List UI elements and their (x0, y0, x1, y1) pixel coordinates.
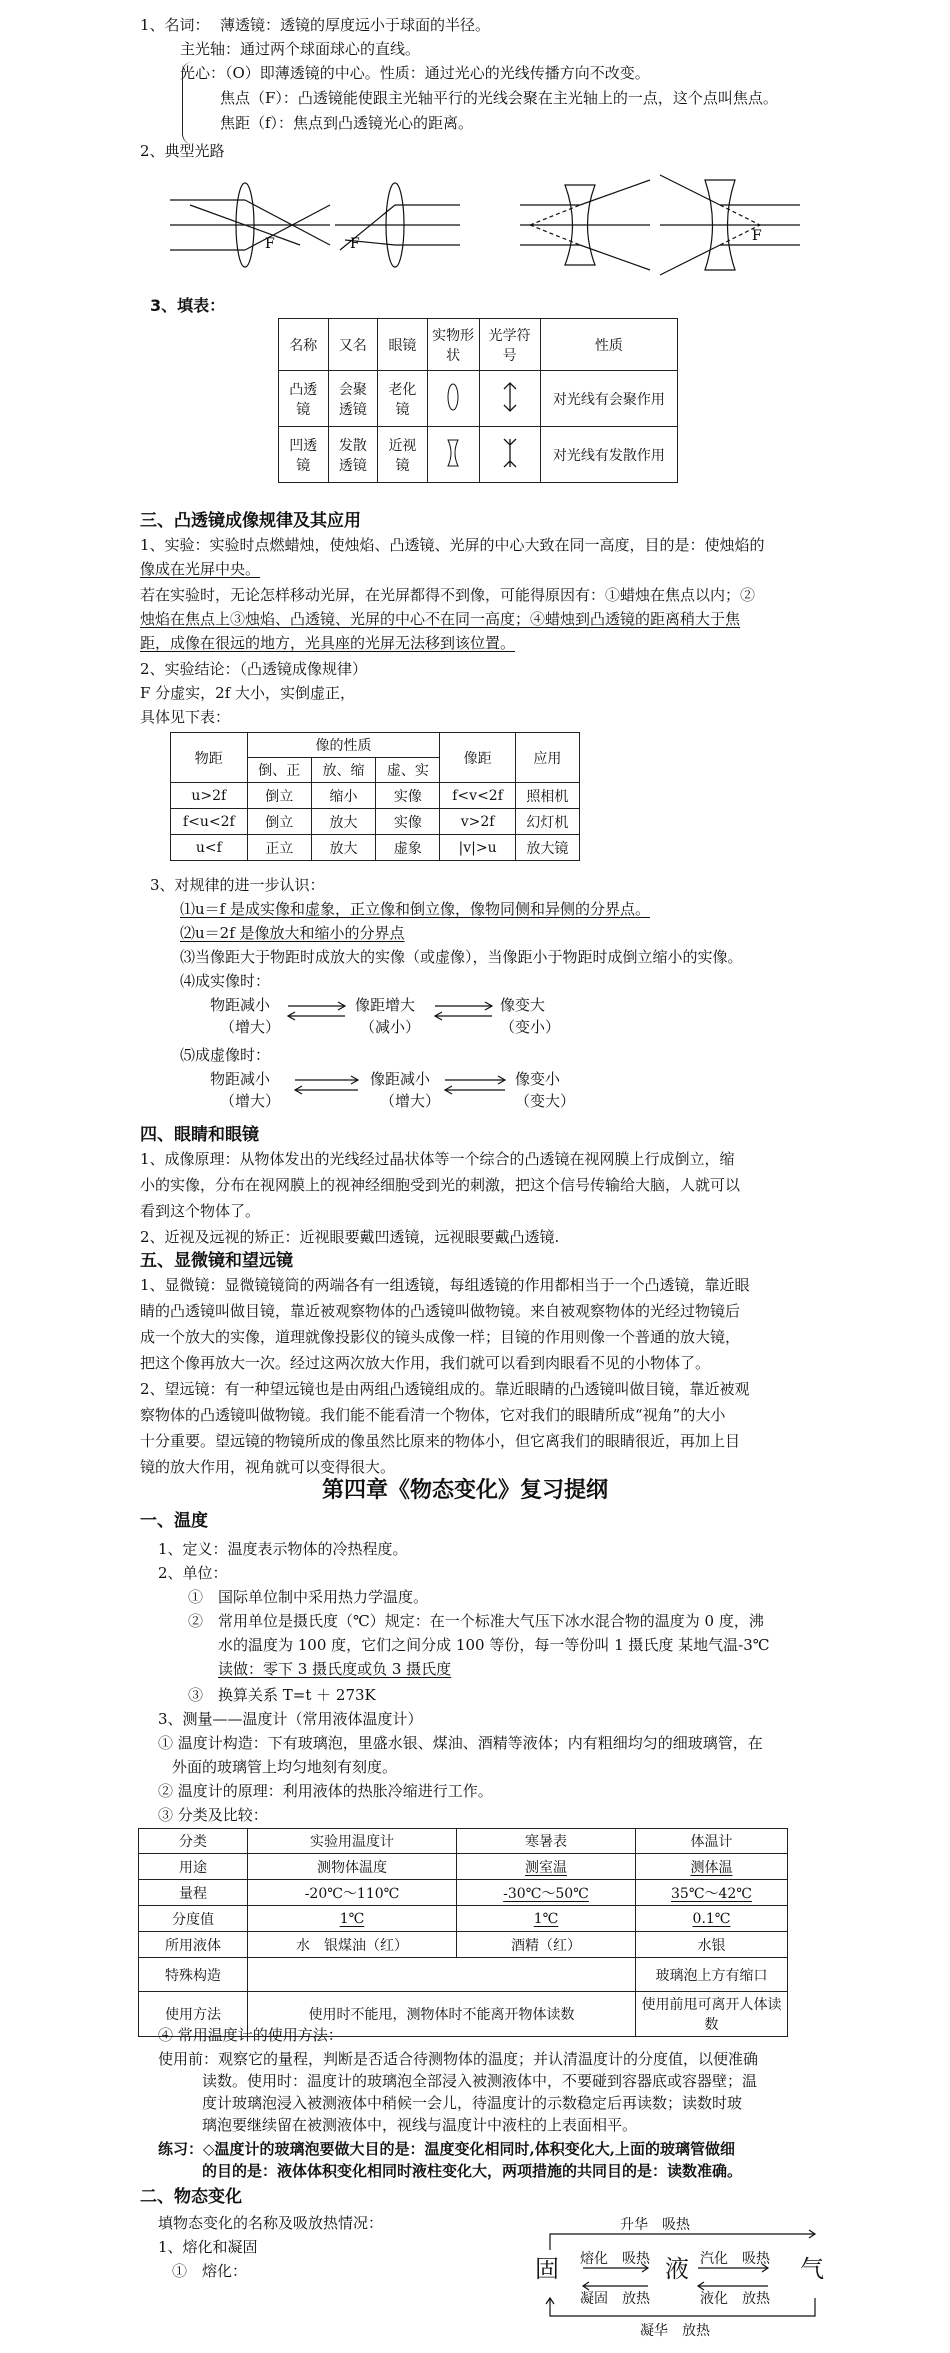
rule-5a: 物距减小 (210, 1070, 271, 1088)
convex-symbol-icon (500, 380, 520, 414)
measure-3: ③ 分类及比较： (158, 1806, 268, 1824)
it-cell: 放大 (311, 835, 375, 861)
sec5-title: 五、显微镜和望远镜 (140, 1251, 293, 1271)
sec4-p1c: 看到这个物体了。 (140, 1202, 261, 1220)
lens-cell: 凹透镜 (279, 427, 329, 483)
thermometer-table (138, 1828, 788, 2037)
rule-1: ⑴u＝f 是成实像和虚象，正立像和倒立像，像物同侧和异侧的分界点。 (180, 900, 650, 918)
it-cell: |v|>u (440, 835, 515, 861)
tt-cell: 水 银煤油（红） (248, 1932, 457, 1958)
usage-p1d: 璃泡要继续留在被测液体中，视线与温度计中液柱的上表面相平。 (202, 2116, 638, 2134)
it-cell: 倒立 (247, 783, 311, 809)
concave-symbol-cell (479, 427, 540, 483)
sec3-p3: 2、实验结论：（凸透镜成像规律） (140, 660, 368, 678)
lens-th-shape: 实物形状 (427, 319, 479, 371)
it-sub: 放、缩 (311, 758, 375, 783)
usage-p1: 使用前：观察它的量程，判断是否适合待测物体的温度；并认清温度计的分度值，以便准确 (158, 2050, 759, 2068)
sec5-p2: 2、望远镜：有一种望远镜也是由两组凸透镜组成的。靠近眼睛的凸透镜叫做目镜，靠近被观 (140, 1380, 750, 1398)
it-h-nature: 像的性质 (247, 733, 440, 758)
it-cell: u<f (171, 835, 248, 861)
it-sub: 虚、实 (376, 758, 440, 783)
it-cell: 缩小 (311, 783, 375, 809)
measure-title: 3、测量——温度计（常用液体温度计） (158, 1710, 423, 1728)
it-cell: 照相机 (515, 783, 579, 809)
exercise-line-b: 的目的是：液体体积变化相同时液柱变化大，两项措施的共同目的是：读数准确。 (202, 2162, 743, 2180)
sec5-p1c: 成一个放大的实像，道理就像投影仪的镜头成像一样；目镜的作用则像一个普通的放大镜， (140, 1328, 741, 1346)
tt-cell: 玻璃泡上方有缩口 (636, 1958, 788, 1992)
sec3-p2: 若在实验时，无论怎样移动光屏，在光屏都得不到像，可能得原因有：①蜡烛在焦点以内；② (140, 586, 756, 604)
tt-cell: 0.1℃ (636, 1906, 788, 1932)
tt-cell: 1℃ (248, 1906, 457, 1932)
concave-symbol-icon (500, 436, 520, 470)
lens-cell: 近视镜 (378, 427, 428, 483)
typical-path-label: 2、典型光路 (140, 142, 225, 160)
tt-cell: 分度值 (139, 1906, 248, 1932)
rules-title: 3、对规律的进一步认识： (150, 876, 325, 894)
sec3-p1b: 像成在光屏中央。 (140, 560, 261, 578)
lens-th-symbol: 光学符号 (479, 319, 540, 371)
measure-2: ② 温度计的原理：利用液体的热胀冷缩进行工作。 (158, 1782, 493, 1800)
it-cell: 幻灯机 (515, 809, 579, 835)
rule-4c: 像变大 (500, 996, 546, 1014)
rule-5b2: （增大） (380, 1092, 441, 1110)
lens-th-property: 性质 (540, 319, 677, 371)
sec3-p2c: 距，成像在很远的地方，光具座的光屏无法移到该位置。 (140, 634, 516, 652)
phase-p2: 1、熔化和凝固 (158, 2238, 258, 2256)
sec4-p1b: 小的实像，分布在视网膜上的视神经细胞受到光的刺激，把这个信号传输给大脑，人就可以 (140, 1176, 741, 1194)
tt-h: 体温计 (636, 1829, 788, 1854)
it-cell: 放大镜 (515, 835, 579, 861)
rule-4c2: （变小） (500, 1018, 561, 1036)
it-cell: 倒立 (247, 809, 311, 835)
it-cell: f<u<2f (171, 809, 248, 835)
sec3-p2b: 烛焰在焦点上③烛焰、凸透镜、光屏的中心不在同一高度；④蜡烛到凸透镜的距离稍大于焦 (140, 610, 741, 628)
rule-5c2: （变大） (515, 1092, 576, 1110)
sec5-p1: 1、显微镜：显微镜镜筒的两端各有一组透镜，每组透镜的作用都相当于一个凸透镜，靠近眼 (140, 1276, 750, 1294)
vapor-label: 汽化 吸热 (700, 2251, 770, 2267)
focus-label-3: F (752, 228, 762, 244)
unit-1: ① 国际单位制中采用热力学温度。 (188, 1588, 429, 1606)
usage-title: ④ 常用温度计的使用方法： (158, 2026, 343, 2044)
tt-cell: 特殊构造 (139, 1958, 248, 1992)
lens-th-glasses: 眼镜 (378, 319, 428, 371)
sec5-p1b: 睛的凸透镜叫做目镜，靠近被观察物体的凸透镜叫做物镜。来自被观察物体的光经过物镜后 (140, 1302, 741, 1320)
concave-shape-icon (446, 438, 460, 468)
ray-diagrams (0, 170, 950, 280)
tt-cell: 测物体温度 (248, 1854, 457, 1880)
tt-cell: 1℃ (457, 1906, 636, 1932)
it-h-application: 应用 (515, 733, 579, 783)
rule-3: ⑶当像距大于物距时成放大的实像（或虚像），当像距小于物距时成倒立缩小的实像。 (180, 948, 743, 966)
focus-def: 焦点（F）：凸透镜能使跟主光轴平行的光线会聚在主光轴上的一点，这个点叫焦点。 (220, 89, 778, 107)
sec5-p2c: 十分重要。望远镜的物镜所成的像虽然比原来的物体小，但它离我们的眼睛很近，再加上目 (140, 1432, 741, 1450)
sec5-p1d: 把这个像再放大一次。经过这两次放大作用，我们就可以看到肉眼看不见的小物体了。 (140, 1354, 711, 1372)
main-axis-def: 主光轴：通过两个球面球心的直线。 (180, 40, 421, 58)
tt-cell: 使用时不能甩，测物体时不能离开物体读数 (248, 1992, 636, 2037)
optical-center-def: 光心：（O）即薄透镜的中心。性质：通过光心的光线传播方向不改变。 (180, 64, 650, 82)
measure-1: ① 温度计构造：下有玻璃泡，里盛水银、煤油、酒精等液体；内有粗细均匀的细玻璃管，在 (158, 1734, 763, 1752)
convex-shape-icon (446, 382, 460, 412)
rule-5c: 像变小 (515, 1070, 561, 1088)
temp-title: 一、温度 (140, 1511, 208, 1531)
sec5-p2d: 镜的放大作用，视角就可以变得很大。 (140, 1458, 396, 1476)
rule-4a2: （增大） (220, 1018, 281, 1036)
lens-th-alias: 又名 (328, 319, 378, 371)
phase-p1: 填物态变化的名称及吸放热情况： (158, 2214, 384, 2232)
sec4-p2: 2、近视及远视的矫正：近视眼要戴凹透镜，远视眼要戴凸透镜. (140, 1228, 560, 1246)
sec3-p4: F 分虚实，2f 大小，实倒虚正， (140, 684, 356, 702)
rule-4b2: （减小） (360, 1018, 421, 1036)
phase-title: 二、物态变化 (140, 2187, 242, 2207)
focus-label-1: F (265, 236, 275, 252)
sec5-p2b: 察物体的凸透镜叫做物镜。我们能不能看清一个物体，它对我们的眼睛所成“视角”的大小 (140, 1406, 726, 1424)
convex-symbol-cell (479, 371, 540, 427)
lens-cell: 对光线有会聚作用 (540, 371, 677, 427)
it-cell: f<v<2f (440, 783, 515, 809)
thin-lens-def: 薄透镜：透镜的厚度远小于球面的半径。 (220, 16, 491, 34)
tt-cell: -20℃～110℃ (248, 1880, 457, 1906)
concave-shape-cell (427, 427, 479, 483)
lens-cell: 凸透镜 (279, 371, 329, 427)
lens-cell: 老化镜 (378, 371, 428, 427)
exercise-line: 练习：◇温度计的玻璃泡要做大目的是：温度变化相同时,体积变化大,上面的玻璃管做细 (158, 2140, 735, 2158)
melt-label: 熔化 吸热 (580, 2251, 650, 2267)
tt-cell: 测室温 (457, 1854, 636, 1880)
rule-5b: 像距减小 (370, 1070, 431, 1088)
tt-cell: -30℃～50℃ (457, 1880, 636, 1906)
it-h-distance: 物距 (171, 733, 248, 783)
sec3-p1: 1、实验：实验时点燃蜡烛，使烛焰、凸透镜、光屏的中心大致在同一高度，目的是：使烛焰的 (140, 536, 765, 554)
tt-cell: 测体温 (636, 1854, 788, 1880)
convex-shape-cell (427, 371, 479, 427)
tt-h: 实验用温度计 (248, 1829, 457, 1854)
image-rule-table (170, 732, 580, 861)
it-cell: 虚象 (376, 835, 440, 861)
lens-table (278, 318, 678, 483)
tt-h: 寒暑表 (457, 1829, 636, 1854)
chapter-title: 第四章《物态变化》复习提纲 (322, 1478, 609, 1503)
unit-3: ③ 换算关系 T=t ＋ 273K (188, 1686, 376, 1704)
sec4-p1: 1、成像原理：从物体发出的光线经过晶状体等一个综合的凸透镜在视网膜上行成倒立，缩 (140, 1150, 735, 1168)
sublimation-label: 升华 吸热 (620, 2217, 690, 2233)
sec4-title: 四、眼睛和眼镜 (140, 1125, 259, 1145)
lens-th-name: 名称 (279, 319, 329, 371)
unit-2: ② 常用单位是摄氏度（℃）规定：在一个标准大气压下冰水混合物的温度为 0 度，沸 (188, 1612, 764, 1630)
usage-p1c: 度计玻璃泡浸入被测液体中稍候一会儿，待温度计的示数稳定后再读数；读数时玻 (202, 2094, 743, 2112)
it-cell: 放大 (311, 809, 375, 835)
gas-label: 气 (800, 2255, 824, 2283)
lens-cell: 会聚透镜 (328, 371, 378, 427)
tt-h: 分类 (139, 1829, 248, 1854)
rule-4: ⑷成实像时： (180, 972, 271, 990)
tt-cell: 量程 (139, 1880, 248, 1906)
rule-4a: 物距减小 (210, 996, 271, 1014)
rule-arrows (0, 996, 950, 1116)
focus-label-2: F (350, 236, 360, 252)
phase-p3: ① 熔化： (172, 2262, 248, 2280)
tt-cell (248, 1958, 636, 1992)
tt-cell: 所用液体 (139, 1932, 248, 1958)
usage-p1b: 读数。使用时：温度计的玻璃泡全部浸入被测液体中，不要碰到容器底或容器壁；温 (202, 2072, 758, 2090)
tt-cell: 使用前甩可离开人体读数 (636, 1992, 788, 2037)
tt-cell: 使用方法 (139, 1992, 248, 2037)
sec3-p5: 具体见下表： (140, 708, 231, 726)
rule-4b: 像距增大 (355, 996, 416, 1014)
temp-def: 1、定义：温度表示物体的冷热程度。 (158, 1540, 408, 1558)
liquid-label: 液 (665, 2255, 689, 2283)
fill-table-title: 3、填表： (150, 296, 226, 315)
unit-2c: 读做：零下 3 摄氏度或负 3 摄氏度 (218, 1660, 452, 1678)
it-cell: 实像 (376, 783, 440, 809)
it-cell: 正立 (247, 835, 311, 861)
unit-2b: 水的温度为 100 度，它们之间分成 100 等份，每一等份叫 1 摄氏度 某地气温-3℃ (218, 1636, 770, 1654)
liquefy-label: 液化 放热 (700, 2291, 770, 2307)
it-cell: v>2f (440, 809, 515, 835)
focal-length-def: 焦距（f）：焦点到凸透镜光心的距离。 (220, 114, 474, 132)
solid-label: 固 (535, 2255, 559, 2283)
it-cell: u>2f (171, 783, 248, 809)
temp-unit: 2、单位： (158, 1564, 228, 1582)
tt-cell: 酒精（红） (457, 1932, 636, 1958)
it-sub: 倒、正 (247, 758, 311, 783)
sec3-title: 三、凸透镜成像规律及其应用 (140, 511, 361, 531)
tt-cell: 用途 (139, 1854, 248, 1880)
rule-5: ⑸成虚像时： (180, 1046, 271, 1064)
freeze-label: 凝固 放热 (580, 2291, 650, 2307)
rule-2: ⑵u＝2f 是像放大和缩小的分界点 (180, 924, 405, 942)
tt-cell: 水银 (636, 1932, 788, 1958)
measure-1b: 外面的玻璃管上均匀地刻有刻度。 (172, 1758, 398, 1776)
rule-5a2: （增大） (220, 1092, 281, 1110)
def-label: 1、名词： (140, 16, 210, 34)
tt-cell: 35℃～42℃ (636, 1880, 788, 1906)
it-h-image-distance: 像距 (440, 733, 515, 783)
it-cell: 实像 (376, 809, 440, 835)
lens-cell: 发散透镜 (328, 427, 378, 483)
lens-cell: 对光线有发散作用 (540, 427, 677, 483)
deposition-label: 凝华 放热 (640, 2323, 710, 2339)
